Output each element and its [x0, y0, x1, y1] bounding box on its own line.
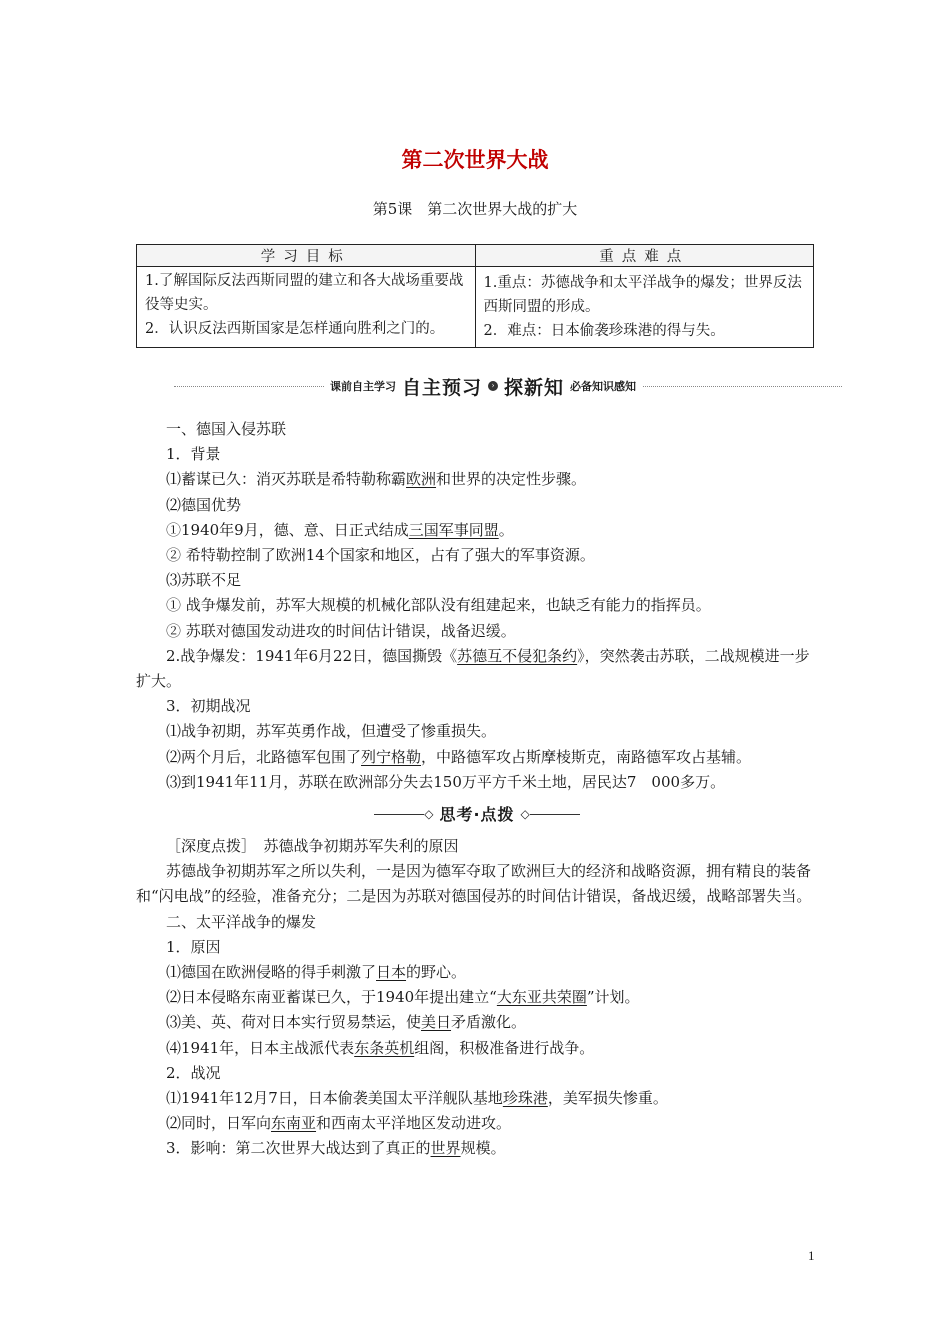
- key-points-cell: [475, 267, 814, 348]
- paragraph: ⑴蓄谋已久：消灭苏联是希特勒称霸欧洲和世界的决定性步骤。: [166, 470, 587, 489]
- subheading: 2．战况: [166, 1063, 221, 1082]
- answer-underline: 日本: [376, 963, 407, 982]
- objectives-table: [136, 244, 814, 348]
- banner-main-a: 自主预习: [402, 376, 483, 399]
- paragraph: ⑶到1941年11月，苏联在欧洲部分失去150万平方千米土地，居民达7 000多万。: [166, 772, 726, 791]
- key-point-item: 1.重点：苏德战争和太平洋战争的爆发；世界反法西斯同盟的形成。: [483, 275, 802, 315]
- answer-underline: 世界: [430, 1139, 461, 1158]
- answer-underline: 东条英机: [354, 1038, 415, 1057]
- subheading: 3．初期战况: [166, 697, 251, 716]
- answer-underline: 列宁格勒: [361, 747, 422, 766]
- banner-left-label: 课前自主学习: [330, 380, 396, 393]
- subheading: ⑶苏联不足: [166, 571, 242, 590]
- answer-underline: 苏德互不侵犯条约: [457, 646, 578, 665]
- subheading: 1．背景: [166, 445, 221, 464]
- paragraph: ⑵两个月后，北路德军包围了列宁格勒，中路德军攻占斯摩棱斯克，南路德军攻占基辅。: [166, 747, 752, 766]
- lesson-subtitle: 第5课 第二次世界大战的扩大: [372, 200, 578, 218]
- key-points-header: 重点难点: [475, 245, 814, 267]
- paragraph: ② 苏联对德国发动进攻的时间估计错误，战备迟缓。: [166, 621, 516, 640]
- key-point-item: 2．难点：日本偷袭珍珠港的得与失。: [483, 323, 725, 339]
- objectives-header: 学习目标: [137, 245, 476, 267]
- think-heading: ［深度点拨］ 苏德战争初期苏军失利的原因: [166, 837, 459, 856]
- subheading: 1．原因: [166, 937, 221, 956]
- paragraph: ⑴战争初期，苏军英勇作战，但遭受了惨重损失。: [166, 722, 497, 741]
- paragraph: ⑵日本侵略东南亚蓄谋已久，于1940年提出建立“大东亚共荣圈”计划。: [166, 988, 640, 1007]
- diamond-icon: ◇: [520, 806, 530, 821]
- answer-underline: 欧洲: [406, 470, 437, 489]
- answer-underline: 美日: [421, 1013, 452, 1032]
- paragraph: ⑴德国在欧洲侵略的得手刺激了日本的野心。: [166, 963, 467, 982]
- banner-right-label: 必备知识感知: [570, 380, 637, 393]
- paragraph: ⑴1941年12月7日，日本偷袭美国太平洋舰队基地珍珠港，美军损失惨重。: [166, 1089, 668, 1108]
- chevron-right-icon: ›: [488, 381, 498, 391]
- objective-item: 2．认识反法西斯国家是怎样通向胜利之门的。: [145, 321, 445, 337]
- paragraph: ⑵同时，日军向东南亚和西南太平洋地区发动进攻。: [166, 1114, 512, 1133]
- objectives-cell: [137, 267, 476, 348]
- main-content: [136, 417, 818, 1162]
- paragraph: 2.战争爆发：1941年6月22日，德国撕毁《苏德互不侵犯条约》，突然袭击苏联，二战规模进一步扩大。: [136, 646, 810, 691]
- paragraph: ①1940年9月，德、意、日正式结成三国军事同盟。: [166, 520, 514, 539]
- paragraph: ① 战争爆发前，苏军大规模的机械化部队没有组建起来，也缺乏有能力的指挥员。: [166, 596, 711, 615]
- answer-underline: 大东亚共荣圈: [496, 988, 587, 1007]
- section-heading: 一、德国入侵苏联: [166, 420, 287, 438]
- document-title: 第二次世界大战: [401, 148, 549, 172]
- divider-line: [374, 814, 424, 815]
- divider-line: [530, 814, 580, 815]
- paragraph: ② 希特勒控制了欧洲14个国家和地区，占有了强大的军事资源。: [166, 546, 595, 565]
- answer-underline: 东南亚: [271, 1114, 317, 1133]
- answer-underline: 三国军事同盟: [408, 520, 499, 539]
- diamond-icon: ◇: [424, 806, 434, 821]
- paragraph: ⑶美、英、荷对日本实行贸易禁运，使美日矛盾激化。: [166, 1013, 527, 1032]
- section-heading: 二、太平洋战争的爆发: [166, 912, 317, 931]
- divider-label: 思考·点拨: [439, 804, 515, 824]
- think-divider: [136, 796, 818, 833]
- answer-underline: 珍珠港: [502, 1089, 548, 1108]
- paragraph: ⑷1941年，日本主战派代表东条英机组阁，积极准备进行战争。: [166, 1038, 595, 1057]
- section-banner: [174, 372, 842, 400]
- paragraph: 3．影响：第二次世界大战达到了真正的世界规模。: [166, 1139, 506, 1158]
- think-body: 苏德战争初期苏军之所以失利，一是因为德军夺取了欧洲巨大的经济和战略资源，拥有精良的装备和“闪电战”的经验，准备充分；二是因为苏联对德国侵苏的时间估计错误，备战迟缓，战略部署失当。: [136, 862, 812, 906]
- subheading: ⑵德国优势: [166, 495, 242, 514]
- objective-item: 1.了解国际反法西斯同盟的建立和各大战场重要战役等史实。: [145, 273, 464, 313]
- banner-main-b: 探新知: [504, 376, 565, 399]
- page-number: 1: [808, 1248, 815, 1263]
